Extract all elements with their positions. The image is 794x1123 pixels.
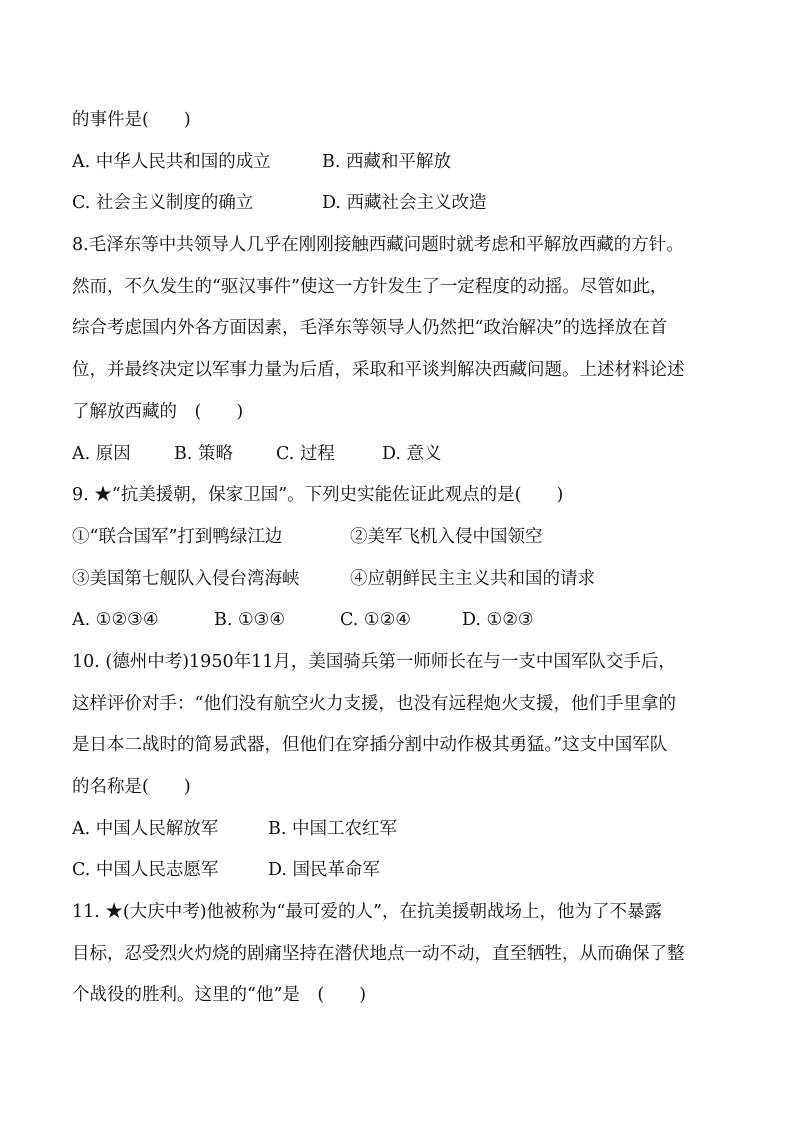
q10-option-a: A. 中国人民解放军 (72, 818, 219, 839)
q8-option-d: D. 意义 (382, 443, 442, 464)
q10-stem-line-1: 10. (德州中考)1950年11月，美国骑兵第一师师长在与一支中国军队交手后， (72, 651, 676, 672)
q7-options-row-1 (72, 142, 734, 184)
q8-stem-line-2: 然而，不久发生的“驱汉事件”使这一方针发生了一定程度的动摇。尽管如此， (72, 276, 668, 297)
q7-option-c: C. 社会主义制度的确立 (72, 193, 254, 214)
q9-statement-4: ④应朝鲜民主主义共和国的请求 (350, 568, 595, 589)
document-page (72, 100, 734, 1017)
q9-option-c: C. ①②④ (340, 610, 411, 631)
q7-option-b: B. 西藏和平解放 (322, 151, 451, 172)
q8-option-b: B. 策略 (174, 443, 233, 464)
q9-options-row (72, 600, 734, 642)
q9-option-a: A. ①②③④ (72, 610, 159, 631)
q9-statement-1: ①“联合国军”打到鸭绿江边 (72, 526, 283, 547)
q7-option-a: A. 中华人民共和国的成立 (72, 151, 271, 172)
q10-option-d: D. 国民革命军 (268, 860, 381, 881)
q9-option-d: D. ①②③ (462, 610, 534, 631)
q10-option-c: C. 中国人民志愿军 (72, 860, 219, 881)
q9-option-b: B. ①③④ (214, 610, 286, 631)
q11-stem-line-2: 目标，忍受烈火灼烧的剧痛坚持在潜伏地点一动不动，直至牺牲，从而确保了整 (72, 943, 685, 964)
q10-stem-line-2: 这样评价对手：“他们没有航空火力支援，也没有远程炮火支援，他们手里拿的 (72, 693, 676, 714)
q10-option-b: B. 中国工农红军 (268, 818, 397, 839)
q9-statements-row-2 (72, 559, 734, 601)
q7-options-row-2 (72, 183, 734, 225)
q7-option-d: D. 西藏社会主义改造 (322, 193, 487, 214)
q9-statements-row-1 (72, 517, 734, 559)
q8-stem-line-5: 了解放西藏的 ( ) (72, 401, 244, 422)
q8-stem-line-4: 位，并最终决定以军事力量为后盾，采取和平谈判解决西藏问题。上述材料论述 (72, 360, 685, 381)
q8-stem-line-3: 综合考虑国内外各方面因素，毛泽东等领导人仍然把“政治解决”的选择放在首 (72, 318, 668, 339)
q9-statement-3: ③美国第七舰队入侵台湾海峡 (72, 568, 300, 589)
q9-stem: 9. ★“抗美援朝，保家卫国”。下列史实能佐证此观点的是( ) (72, 485, 564, 506)
q9-statement-2: ②美军飞机入侵中国领空 (350, 526, 543, 547)
q8-option-a: A. 原因 (72, 443, 131, 464)
q11-stem-line-3: 个战役的胜利。这里的“他”是 ( ) (72, 985, 367, 1006)
q11-stem-line-1: 11. ★(大庆中考)他被称为“最可爱的人”，在抗美援朝战场上，他为了不暴露 (72, 902, 662, 923)
q7-stem-end: 的事件是( ) (72, 110, 191, 130)
q10-stem-line-4: 的名称是( ) (72, 777, 191, 797)
q10-options-row-2 (72, 850, 734, 892)
q10-options-row-1 (72, 809, 734, 851)
q8-stem-line-1: 8.毛泽东等中共领导人几乎在刚刚接触西藏问题时就考虑和平解放西藏的方针。 (72, 235, 684, 256)
q10-stem-line-3: 是日本二战时的简易武器，但他们在穿插分割中动作极其勇猛。”这支中国军队 (72, 735, 668, 756)
q8-options-row (72, 434, 734, 476)
q8-option-c: C. 过程 (276, 443, 335, 464)
